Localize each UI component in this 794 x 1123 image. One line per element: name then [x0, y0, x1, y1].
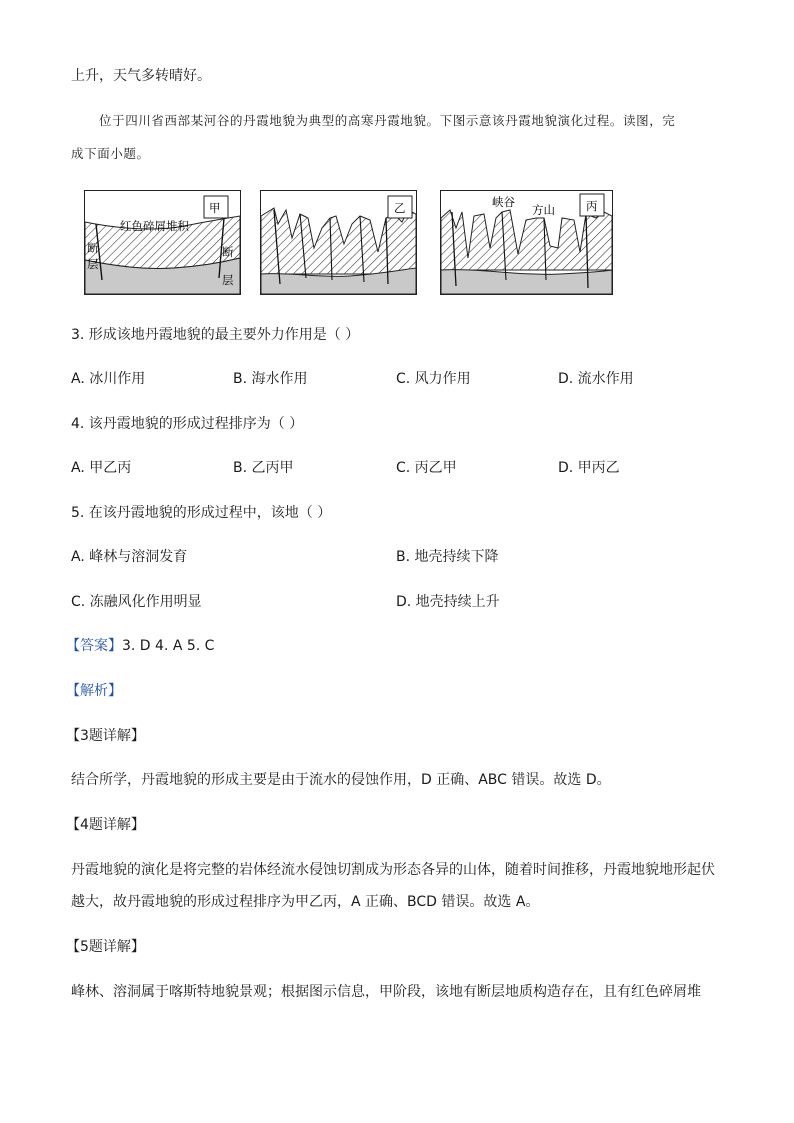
label-fault-right-1: 断	[222, 245, 234, 259]
q3-option-a: A. 冰川作用	[71, 371, 146, 387]
text-line-continuation: 上升，天气多转晴好。	[71, 68, 211, 84]
panel-jia-tag: 甲	[209, 201, 221, 215]
panel-bing	[441, 191, 613, 295]
q4-option-d: D. 甲丙乙	[558, 460, 620, 476]
intro-paragraph-line-2: 成下面小题。	[71, 146, 150, 161]
answer-line	[66, 636, 214, 656]
question-4: 4. 该丹霞地貌的形成过程排序为（ ）	[71, 416, 304, 432]
danxia-evolution-svg	[84, 188, 616, 298]
detail-4-body-line-2: 越大，故丹霞地貌的形成过程排序为甲乙丙，A 正确、BCD 错误。故选 A。	[71, 894, 540, 910]
detail-3-heading: 【3题详解】	[66, 728, 145, 744]
q5-option-b: B. 地壳持续下降	[396, 549, 499, 565]
detail-4-body-line-1: 丹霞地貌的演化是将完整的岩体经流水侵蚀切割成为形态各异的山体，随着时间推移，丹霞地貌地形起伏	[71, 862, 715, 878]
answer-label: 【答案】	[66, 638, 122, 654]
intro-paragraph-line-1: 位于四川省西部某河谷的丹霞地貌为典型的高寒丹霞地貌。下图示意该丹霞地貌演化过程。读图，完	[99, 113, 676, 128]
detail-3-body: 结合所学，丹霞地貌的形成主要是由于流水的侵蚀作用，D 正确、ABC 错误。故选 D。	[71, 772, 611, 788]
q4-option-b: B. 乙丙甲	[233, 460, 294, 476]
label-fault-right-2: 层	[222, 273, 234, 287]
question-3: 3. 形成该地丹霞地貌的最主要外力作用是（ ）	[71, 327, 360, 343]
label-mesa: 方山	[532, 203, 555, 217]
panel-yi-tag: 乙	[394, 201, 406, 215]
q5-option-a: A. 峰林与溶洞发育	[71, 549, 188, 565]
panel-bing-tag: 丙	[586, 199, 598, 213]
danxia-evolution-figure	[84, 188, 616, 298]
detail-5-heading: 【5题详解】	[66, 939, 145, 955]
q5-option-d: D. 地壳持续上升	[396, 594, 500, 610]
detail-4-heading: 【4题详解】	[66, 817, 145, 833]
q3-option-c: C. 风力作用	[396, 371, 471, 387]
label-red-debris-deposit: 红色碎屑堆积	[120, 219, 189, 233]
q4-option-a: A. 甲乙丙	[71, 460, 132, 476]
panel-jia	[85, 191, 241, 295]
detail-5-body-line-1: 峰林、溶洞属于喀斯特地貌景观；根据图示信息，甲阶段，该地有断层地质构造存在，且有红色碎屑堆	[71, 984, 701, 1000]
q4-option-c: C. 丙乙甲	[396, 460, 457, 476]
panel-yi	[261, 191, 417, 295]
label-gorge: 峡谷	[492, 195, 515, 209]
analysis-heading: 【解析】	[66, 683, 122, 699]
question-5: 5. 在该丹霞地貌的形成过程中，该地（ ）	[71, 505, 332, 521]
q3-option-d: D. 流水作用	[558, 371, 634, 387]
q5-option-c: C. 冻融风化作用明显	[71, 594, 202, 610]
label-fault-left-2: 层	[87, 257, 99, 271]
label-fault-left-1: 断	[87, 241, 99, 255]
q3-option-b: B. 海水作用	[233, 371, 308, 387]
answer-text: 3. D 4. A 5. C	[122, 638, 215, 654]
